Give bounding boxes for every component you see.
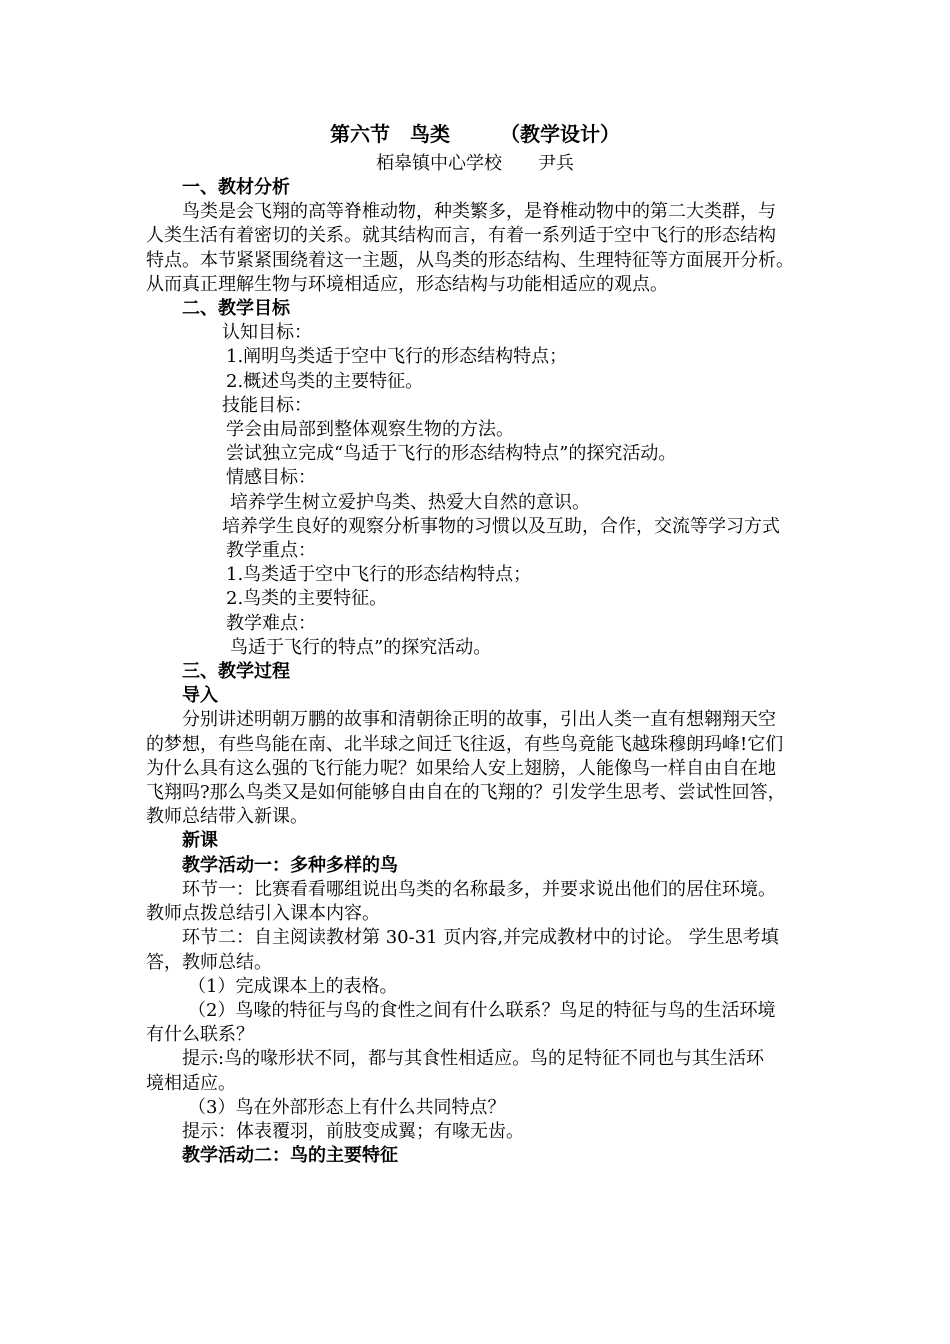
goal-label-skill: 技能目标： <box>222 394 312 416</box>
question-line: （2）鸟喙的特征与鸟的食性之间有什么联系？鸟足的特征与鸟的生活环境 <box>188 999 776 1021</box>
goal-label-difficulty: 教学难点： <box>226 612 316 634</box>
paragraph-line: 鸟类是会飞翔的高等脊椎动物，种类繁多，是脊椎动物中的第二大类群，与 <box>182 201 776 223</box>
goal-label-cognitive: 认知目标： <box>222 322 312 344</box>
paragraph-line: 教师点拨总结引入课本内容。 <box>146 903 380 925</box>
paragraph-line: 人类生活有着密切的关系。就其结构而言，有着一系列适于空中飞行的形态结构 <box>146 225 776 247</box>
paragraph-line: 环节一：比赛看看哪组说出鸟类的名称最多，并要求说出他们的居住环境。 <box>182 878 776 900</box>
goal-label-key-points: 教学重点： <box>226 540 316 562</box>
goal-item: 培养学生树立爱护鸟类、热爱大自然的意识。 <box>230 491 590 513</box>
paragraph-line: 分别讲述明朝万鹏的故事和清朝徐正明的故事，引出人类一直有想翱翔天空 <box>182 709 776 731</box>
hint-line: 提示:鸟的喙形状不同，都与其食性相适应。鸟的足特征不同也与其生活环 <box>182 1048 765 1070</box>
paragraph-line: 为什么具有这么强的飞行能力呢？如果给人安上翅膀，人能像鸟一样自由自在地 <box>146 757 776 779</box>
paragraph-line: 答，教师总结。 <box>146 951 272 973</box>
question-line: （3）鸟在外部形态上有什么共同特点？ <box>188 1096 506 1118</box>
goal-label-emotion: 情感目标： <box>226 467 316 489</box>
section-heading-teaching-goals: 二、教学目标 <box>182 298 290 320</box>
subheading-intro: 导入 <box>182 685 218 707</box>
paragraph-line: 的梦想，有些鸟能在南、北半球之间迁飞往返，有些鸟竟能飞越珠穆朗玛峰!它们 <box>146 733 784 755</box>
goal-item: 培养学生良好的观察分析事物的习惯以及互助，合作，交流等学习方式 <box>222 515 780 537</box>
subheading-new-lesson: 新课 <box>182 830 218 852</box>
goal-item: 鸟适于飞行的特点”的探究活动。 <box>230 636 492 658</box>
paragraph-line: 特点。本节紧紧围绕着这一主题，从鸟类的形态结构、生理特征等方面展开分析。 <box>146 249 794 271</box>
goal-item: 尝试独立完成“鸟适于飞行的形态结构特点”的探究活动。 <box>226 443 677 465</box>
goal-item: 学会由局部到整体观察生物的方法。 <box>226 419 514 441</box>
paragraph-line: 飞翔吗?那么鸟类又是如何能够自由自在的飞翔的？引发学生思考、尝试性回答， <box>146 782 786 804</box>
hint-line: 提示：体表覆羽，前肢变成翼；有喙无齿。 <box>182 1120 524 1142</box>
subheading-activity-1: 教学活动一：多种多样的鸟 <box>182 854 398 876</box>
subheading-activity-2: 教学活动二：鸟的主要特征 <box>182 1145 398 1167</box>
author-line: 栢皋镇中心学校 尹兵 <box>376 153 574 174</box>
paragraph-line: 教师总结带入新课。 <box>146 806 308 828</box>
paragraph-line: 环节二：自主阅读教材第 30-31 页内容,并完成教材中的讨论。 学生思考填 <box>182 927 779 949</box>
hint-line: 境相适应。 <box>146 1072 236 1094</box>
page-title: 第六节 鸟类 （教学设计） <box>330 122 620 146</box>
paragraph-line: 从而真正理解生物与环境相适应，形态结构与功能相适应的观点。 <box>146 273 668 295</box>
section-heading-teaching-process: 三、教学过程 <box>182 661 290 683</box>
goal-item: 2.概述鸟类的主要特征。 <box>226 370 424 392</box>
goal-item: 2.鸟类的主要特征。 <box>226 588 388 610</box>
goal-item: 1.鸟类适于空中飞行的形态结构特点； <box>226 564 532 586</box>
goal-item: 1.阐明鸟类适于空中飞行的形态结构特点； <box>226 346 568 368</box>
question-line: （1）完成课本上的表格。 <box>188 975 398 997</box>
document-body <box>146 176 812 1168</box>
section-heading-textbook-analysis: 一、教材分析 <box>182 177 290 198</box>
question-line: 有什么联系？ <box>146 1024 254 1046</box>
